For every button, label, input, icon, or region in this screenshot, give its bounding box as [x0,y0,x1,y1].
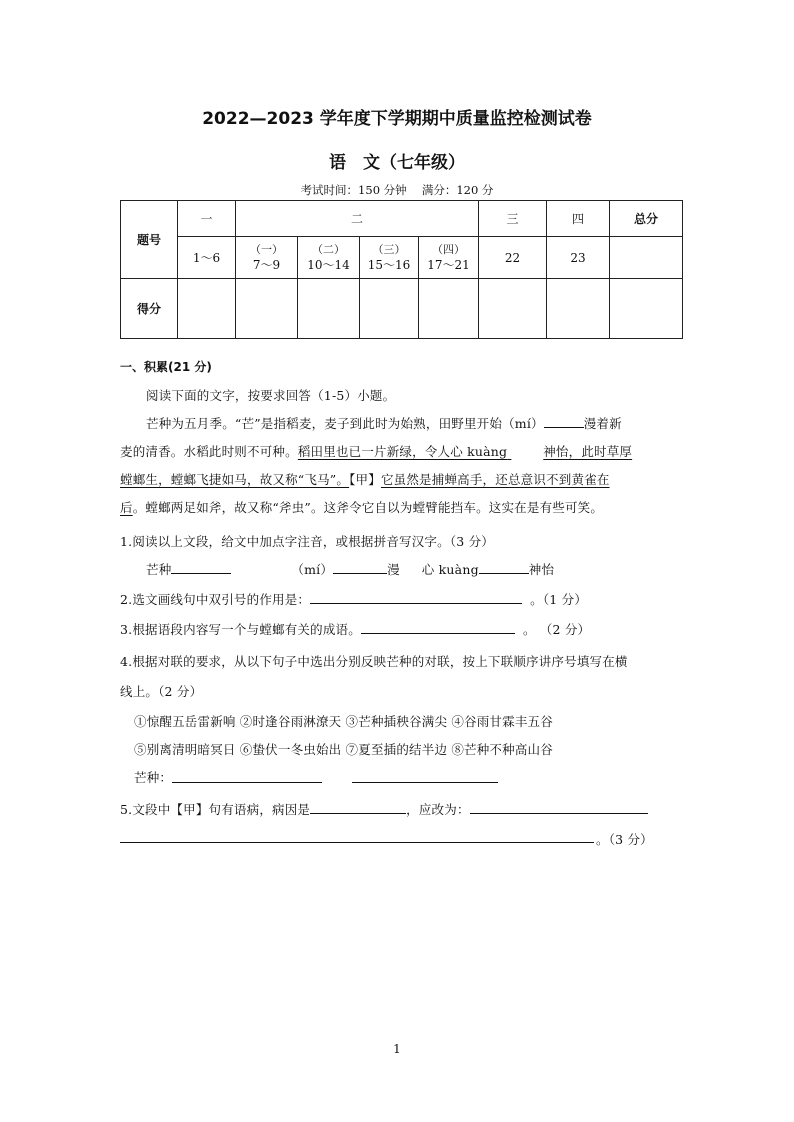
q5-text: ，应改为： [406,802,470,817]
question-4-line-1: 4.根据对联的要求，从以下句子中选出分别反映芒种的对联，按上下联顺序讲序号填写在横 [120,654,628,669]
score-cell[interactable] [547,279,610,339]
part1-range: 1～6 [178,237,236,279]
score-cell[interactable] [236,279,298,339]
q1-item: （mí） [291,562,334,577]
question-4-line-2: 线上。（2 分） [120,684,203,699]
q1-item: 芒种 [146,562,172,577]
question-3 [120,620,590,638]
jia-sentence: 后 [120,500,133,515]
sub3-label: （三） [372,242,406,256]
passage-line-1 [146,414,622,432]
exam-subtitle: 语 文（七年级） [329,153,465,173]
sub3-cell [360,237,419,279]
q1-blank[interactable] [171,561,231,574]
score-table [120,200,683,339]
q1-item: 漫 [387,562,400,577]
q4-answer-label: 芒种： [134,770,173,785]
q1-blank[interactable] [479,561,529,574]
score-cell[interactable] [178,279,236,339]
row-label-score: 得分 [121,279,178,339]
passage-blank[interactable] [544,415,584,428]
question-1: 1.阅读以上文段，给文中加点字注音，或根据拼音写汉字。（3 分） [120,534,495,549]
passage-line-4 [120,498,603,516]
q4-blank-lower[interactable] [352,782,498,783]
underlined-sentence: 神怡，此时草厚 [543,444,633,459]
sub1-cell [236,237,298,279]
sub1-range: 7～9 [252,257,281,272]
q3-text: 3.根据语段内容写一个与螳螂有关的成语。 [120,622,361,637]
q5-tail: 。（3 分） [596,832,653,847]
passage-line-3 [120,470,610,488]
sub4-range: 17～21 [427,257,470,272]
q2-blank[interactable] [310,591,522,604]
total-cell[interactable] [610,237,683,279]
sub1-label: （一） [250,242,283,256]
q2-text: 2.选文画线句中双引号的作用是： [120,592,311,607]
sub3-range: 15～16 [367,257,411,272]
part1-header: 一 [178,201,236,237]
jia-marker: 【甲】 [349,472,381,487]
q5-text: 5.文段中【甲】句有语病，病因是 [120,802,311,817]
q2-tail: 。（1 分） [530,592,588,607]
page-number: 1 [393,1042,401,1056]
question-5 [120,800,648,818]
q5-blank-fix-cont[interactable] [120,842,594,843]
total-header: 总分 [610,201,683,237]
q1-answer-row [146,560,554,578]
q5-blank-reason[interactable] [310,801,406,814]
q5-blank-fix[interactable] [470,801,648,814]
score-cell[interactable] [610,279,683,339]
passage-text: 芒种为五月季。“芒”是指稻麦，麦子到此时为始熟，田野里开始（mí） [146,416,544,431]
sub4-cell [419,237,479,279]
sub4-label: （四） [432,242,465,256]
underlined-sentence: 螳螂生，螳螂飞捷如马，故又称“飞马”。 [120,472,350,487]
q4-options-2: ⑤别离清明暗冥日 ⑥蛰伏一冬虫始出 ⑦夏至插的结半边 ⑧芒种不种高山谷 [134,742,553,757]
part3-number: 22 [479,237,547,279]
q3-tail: 。 （2 分） [522,622,591,637]
part4-number: 23 [547,237,610,279]
q1-item: 心 kuàng [421,562,479,577]
part3-header: 三 [479,201,547,237]
score-cell[interactable] [360,279,419,339]
q1-blank[interactable] [333,561,387,574]
passage-blank[interactable] [507,444,543,459]
passage-text: 。螳螂两足如斧，故又称“斧虫”。这斧令它自以为螳臂能挡车。这实在是有些可笑。 [132,500,604,515]
jia-sentence: 它虽然是捕蝉高手，还总意识不到黄雀在 [380,472,610,487]
q1-item: 神怡 [528,562,555,577]
sub2-cell [298,237,360,279]
passage-text: 麦的清香。水稻此时则不可种。 [120,444,298,459]
score-cell[interactable] [298,279,360,339]
q3-blank[interactable] [361,621,515,634]
passage-line-2 [120,442,632,460]
score-cell[interactable] [419,279,479,339]
q4-options-1: ①惊醒五岳雷新响 ②时逢谷雨淋潦天 ③芒种插秧谷满尖 ④谷雨甘霖丰五谷 [134,714,553,729]
section-heading: 一、积累(21 分) [120,360,212,374]
q4-blank-upper[interactable] [172,782,322,783]
exam-title: 2022—2023 学年度下学期期中质量监控检测试卷 [202,109,592,129]
exam-info: 考试时间：150 分钟 满分：120 分 [300,183,494,197]
sub2-label: （二） [312,242,345,256]
passage-text: 漫着新 [583,416,622,431]
row-label-question: 题号 [121,201,178,279]
section-instruction: 阅读下面的文字，按要求回答（1-5）小题。 [146,388,396,403]
part2-header: 二 [236,201,479,237]
underlined-sentence: 稻田里也已一片新绿，令人心 kuàng [297,444,508,459]
question-2 [120,590,587,608]
score-cell[interactable] [479,279,547,339]
sub2-range: 10～14 [307,257,350,272]
part4-header: 四 [547,201,610,237]
